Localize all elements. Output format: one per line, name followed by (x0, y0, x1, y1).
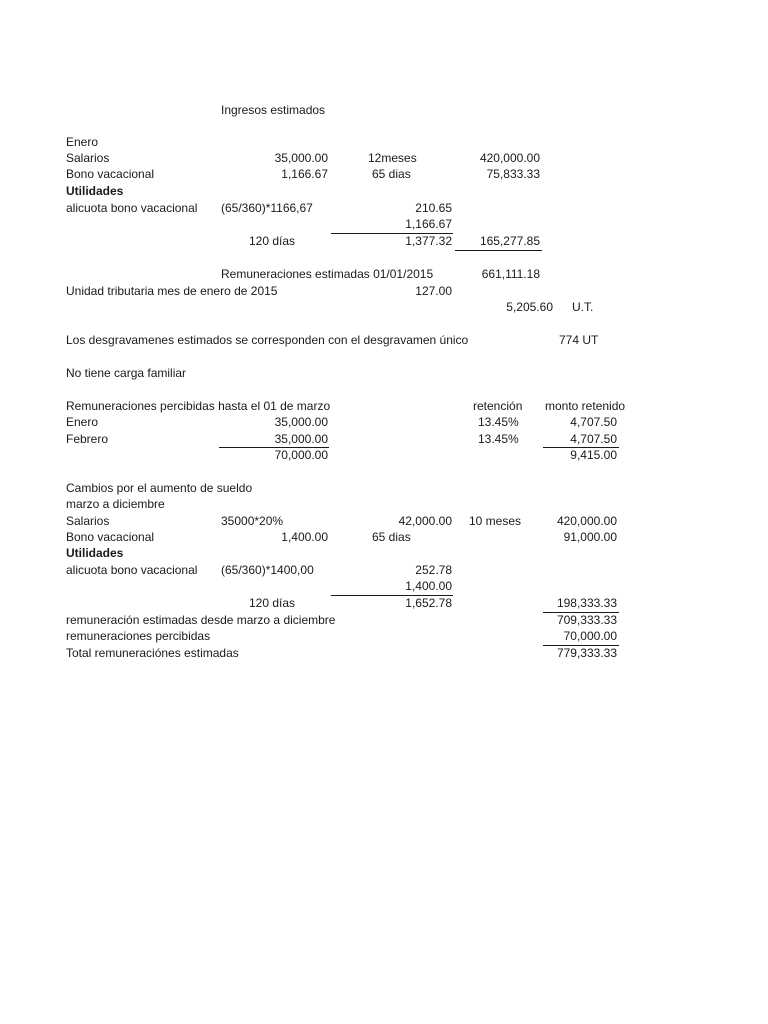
section2-title-line2: marzo a diciembre (66, 497, 165, 511)
percibidas-total-retenido: 9,415.00 (570, 448, 617, 462)
s2-salarios-period: 10 meses (469, 514, 522, 528)
col-retencion: retención (473, 399, 523, 413)
month-label: Enero (66, 135, 99, 149)
ut-label: U.T. (572, 300, 594, 314)
s2-estimadas-value: 709,333.33 (556, 613, 617, 627)
subtotal-value: 1,377.32 (405, 234, 452, 248)
percibidas-row-pct: 13.45% (478, 415, 519, 429)
desgravamen-text: Los desgravamenes estimados se corresponden con el desgravamen único (66, 333, 469, 347)
percibidas-row-retenido: 4,707.50 (570, 415, 617, 429)
s2-percibidas-value: 70,000.00 (563, 629, 617, 643)
ut-value: 5,205.60 (506, 300, 553, 314)
percibidas-label: Remuneraciones percibidas hasta el 01 de marzo (66, 399, 331, 413)
s2-salarios-label: Salarios (66, 514, 110, 528)
s2-grand-total-label: Total remuneraciónes estimadas (66, 646, 239, 660)
desgravamen-value: 774 UT (559, 333, 599, 347)
percibidas-row-pct: 13.45% (478, 432, 519, 446)
s2-salarios-amount: 42,000.00 (398, 514, 452, 528)
percibidas-row-retenido: 4,707.50 (570, 432, 617, 446)
percibidas-row-amount: 35,000.00 (274, 432, 328, 446)
s2-alicuota-value: 252.78 (415, 563, 452, 577)
bono-amount: 1,166.67 (281, 167, 328, 181)
bono-period: 65 dias (372, 167, 411, 181)
bono-repeat: 1,166.67 (405, 217, 452, 231)
salarios-label: Salarios (66, 151, 110, 165)
remuneraciones-value: 661,111.18 (481, 267, 540, 281)
bono-total: 75,833.33 (486, 167, 540, 181)
s2-percibidas-label: remuneraciones percibidas (66, 629, 211, 643)
page-title: Ingresos estimados (221, 103, 326, 117)
s2-days-label: 120 días (249, 596, 296, 610)
unidad-value: 127.00 (415, 284, 452, 298)
s2-bono-repeat: 1,400.00 (405, 579, 452, 593)
days-label: 120 días (249, 234, 296, 248)
s2-bono-amount: 1,400.00 (281, 530, 328, 544)
s2-grand-total-value: 779,333.33 (556, 646, 617, 660)
alicuota-label: alicuota bono vacacional (66, 201, 198, 215)
unidad-label: Unidad tributaria mes de enero de 2015 (66, 284, 278, 298)
s2-salarios-total: 420,000.00 (556, 514, 617, 528)
s2-alicuota-label: alicuota bono vacacional (66, 563, 198, 577)
utilidades-label: Utilidades (66, 184, 124, 198)
percibidas-row-month: Febrero (66, 432, 109, 446)
alicuota-formula: (65/360)*1166,67 (221, 201, 313, 215)
bono-label: Bono vacacional (66, 167, 155, 181)
percibidas-row-amount: 35,000.00 (274, 415, 328, 429)
alicuota-value: 210.65 (415, 201, 452, 215)
section2-title-line1: Cambios por el aumento de sueldo (66, 481, 253, 495)
total-value: 165,277.85 (479, 234, 540, 248)
s2-estimadas-label: remuneración estimadas desde marzo a diciembre (66, 613, 336, 627)
carga-text: No tiene carga familiar (66, 366, 187, 380)
s2-total-value: 198,333.33 (556, 596, 617, 610)
percibidas-row-month: Enero (66, 415, 99, 429)
s2-alicuota-formula: (65/360)*1400,00 (221, 563, 314, 577)
remuneraciones-label: Remuneraciones estimadas 01/01/2015 (221, 267, 434, 281)
s2-bono-period: 65 dias (372, 530, 411, 544)
s2-bono-total: 91,000.00 (563, 530, 617, 544)
percibidas-total-amount: 70,000.00 (274, 448, 328, 462)
salarios-amount: 35,000.00 (274, 151, 328, 165)
s2-utilidades-label: Utilidades (66, 546, 124, 560)
total-rule (455, 250, 542, 251)
salarios-total: 420,000.00 (479, 151, 540, 165)
salarios-period: 12meses (368, 151, 417, 165)
s2-subtotal-value: 1,652.78 (405, 596, 452, 610)
s2-bono-label: Bono vacacional (66, 530, 155, 544)
col-monto: monto retenido (545, 399, 626, 413)
s2-salarios-formula: 35000*20% (221, 514, 284, 528)
